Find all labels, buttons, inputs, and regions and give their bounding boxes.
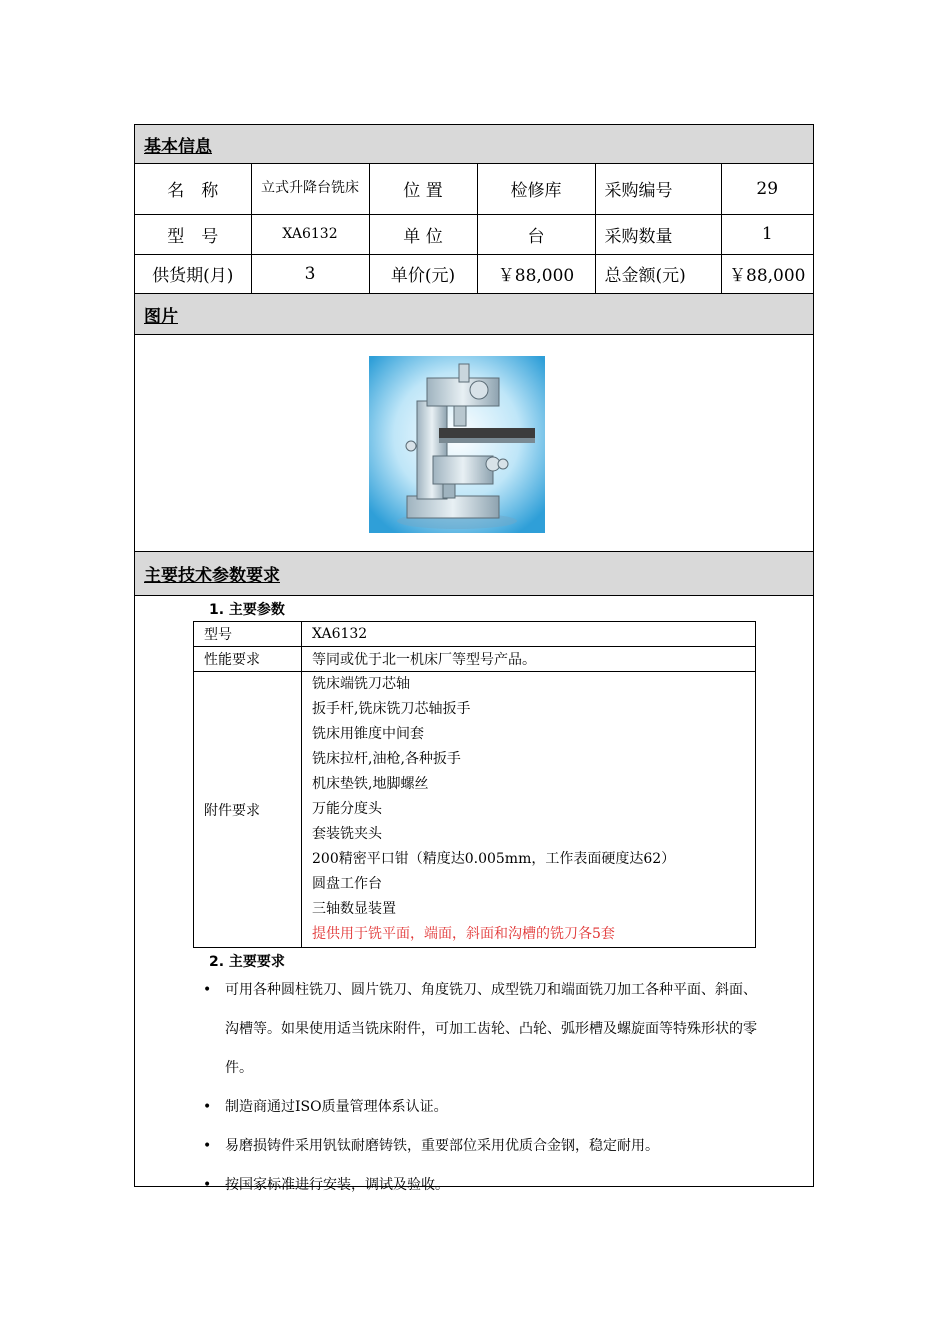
section-title: 图片: [144, 306, 178, 327]
list-item: 铣床端铣刀芯轴: [312, 676, 410, 692]
table-row: [135, 254, 813, 293]
list-item: • 制造商通过ISO质量管理体系认证。: [203, 1088, 763, 1127]
main-reqs-heading: 2. 主要要求: [209, 954, 285, 970]
price-value: ￥88,000: [477, 254, 595, 293]
bullet-icon: •: [203, 1177, 212, 1193]
price-label: 单价(元): [369, 254, 477, 293]
purchase-no-label: 采购编号: [595, 164, 721, 214]
bullet-icon: •: [203, 982, 212, 998]
model-label: 型 号: [135, 214, 251, 254]
location-label: 位 置: [369, 164, 477, 214]
list-item: • 可用各种圆柱铣刀、圆片铣刀、角度铣刀、成型铣刀和端面铣刀加工各种平面、斜面、沟槽等。如果使用适当铣床附件，可加工齿轮、凸轮、弧形槽及螺旋面等特殊形状的零件。: [203, 971, 763, 1088]
list-item: • 按国家标准进行安装，调试及验收。: [203, 1166, 763, 1205]
unit-label: 单 位: [369, 214, 477, 254]
param-label: 附件要求: [194, 672, 302, 948]
milling-machine-photo: [369, 356, 545, 533]
section-tech-params: [135, 551, 813, 596]
qty-value: 1: [721, 214, 813, 254]
basic-info-table: [135, 164, 813, 294]
list-item: 机床垫铁,地脚螺丝: [312, 776, 429, 792]
spec-sheet: [134, 124, 814, 1193]
param-label: 型号: [194, 622, 302, 647]
model-value: XA6132: [251, 214, 369, 254]
table-row: [194, 622, 756, 647]
total-value: ￥88,000: [721, 254, 813, 293]
main-params-heading: 1. 主要参数: [209, 602, 285, 618]
param-value: XA6132: [302, 622, 756, 647]
bullet-icon: •: [203, 1138, 212, 1154]
section-title: 主要技术参数要求: [144, 566, 280, 586]
list-item: 200精密平口钳（精度达0.005mm，工作表面硬度达62）: [312, 851, 676, 867]
table-row: [194, 647, 756, 672]
unit-value: 台: [477, 214, 595, 254]
section-basic-info: [135, 125, 813, 164]
param-value: 等同或优于北一机床厂等型号产品。: [302, 647, 756, 672]
section-picture: [135, 293, 813, 335]
name-label: 名 称: [135, 164, 251, 214]
location-value: 检修库: [477, 164, 595, 214]
qty-label: 采购数量: [595, 214, 721, 254]
total-label: 总金额(元): [595, 254, 721, 293]
list-item-highlight: 提供用于铣平面，端面，斜面和沟槽的铣刀各5套: [312, 926, 615, 942]
purchase-no-value: 29: [721, 164, 813, 214]
section-title: 基本信息: [144, 136, 212, 157]
list-item: 三轴数显装置: [312, 901, 396, 917]
list-item: 扳手杆,铣床铣刀芯轴扳手: [312, 701, 471, 717]
list-item: • 易磨损铸件采用钒钛耐磨铸铁，重要部位采用优质合金钢，稳定耐用。: [203, 1127, 763, 1166]
main-reqs-list: [203, 971, 763, 1205]
list-item: 套装铣夹头: [312, 826, 382, 842]
main-params-table: [193, 621, 756, 948]
list-item: 万能分度头: [312, 801, 382, 817]
table-row: [135, 214, 813, 254]
name-value: 立式升降台铣床: [251, 164, 369, 214]
bullet-icon: •: [203, 1099, 212, 1115]
table-row: [194, 672, 756, 948]
table-row: [135, 164, 813, 214]
list-item: 铣床用锥度中间套: [312, 726, 424, 742]
list-item: 圆盘工作台: [312, 876, 382, 892]
supply-label: 供货期(月): [135, 254, 251, 293]
accessories-list: [302, 672, 756, 948]
param-label: 性能要求: [194, 647, 302, 672]
list-item: 铣床拉杆,油枪,各种扳手: [312, 751, 461, 767]
supply-value: 3: [251, 254, 369, 293]
